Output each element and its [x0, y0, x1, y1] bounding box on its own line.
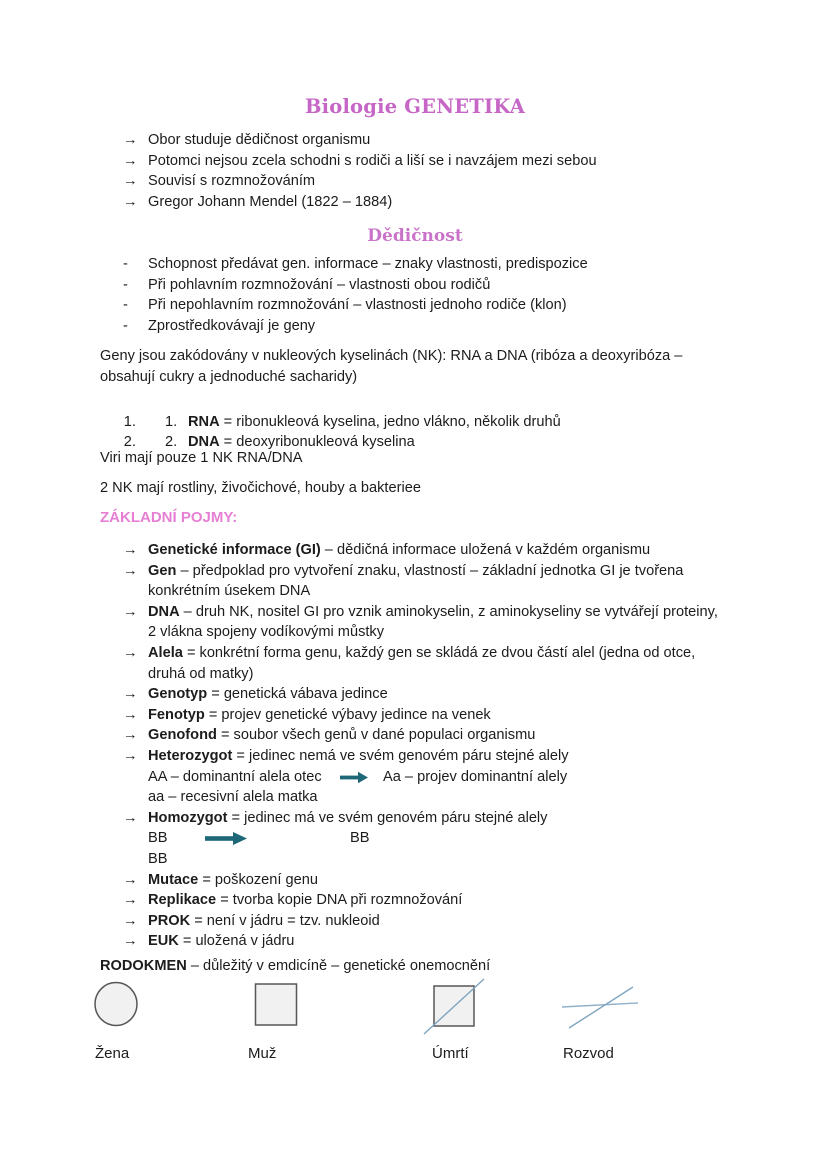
- heterozygot-example-row: [100, 787, 730, 808]
- list-item-text: Zprostředkovávají je geny: [148, 317, 316, 334]
- term-name: Genotyp: [148, 686, 208, 703]
- list-item: [100, 192, 730, 213]
- term-definition: – druh NK, nositel GI pro vznik aminokyselin, z aminokyseliny se vytvářejí proteiny, 2 vlákna spojeny vodíkovými můstky: [148, 603, 718, 641]
- symbol-label: Žena: [95, 1045, 130, 1062]
- term-name: Gen: [148, 562, 177, 579]
- term-item: [100, 890, 730, 911]
- arrow-bullet-icon: →: [123, 706, 138, 723]
- term-name: Genetické informace (GI): [148, 542, 321, 558]
- term-definition: = ribonukleová kyselina, jedno vlákno, několik druhů: [219, 413, 561, 430]
- symbol-label: Úmrtí: [432, 1045, 469, 1062]
- term-definition: = genetická vábava jedince: [207, 686, 388, 703]
- genes-paragraph: Geny jsou zakódovány v nukleových kyselinách (NK): RNA a DNA (ribóza a deoxyribóza – obsahují cukry a jednoduché sacharidy): [100, 348, 683, 385]
- list-item-text: Obor studuje dědičnost organismu: [148, 132, 371, 148]
- term-definition: = tvorba kopie DNA při rozmnožování: [216, 892, 463, 909]
- pedigree-description: – důležitý v emdicíně – genetické onemocnění: [186, 958, 491, 974]
- mother-allele-text: aa – recesivní alela matka: [148, 789, 318, 806]
- term-name: RNA: [188, 413, 220, 430]
- arrow-bullet-icon: →: [123, 686, 138, 703]
- term-item: [100, 725, 730, 746]
- list-item-text: Gregor Johann Mendel (1822 – 1884): [148, 193, 393, 210]
- basic-terms-list: [100, 540, 730, 952]
- term-item: [100, 540, 730, 561]
- term-definition: = uložená v jádru: [178, 933, 295, 950]
- symbol-label: Rozvod: [563, 1045, 614, 1062]
- term-definition: = deoxyribonukleová kyselina: [219, 434, 415, 451]
- term-definition: – předpoklad pro vytvoření znaku, vlastností – základní jednotka GI je tvořena konkrétním úsekem DNA: [148, 562, 684, 600]
- homozygot-example-row: [100, 828, 730, 849]
- term-name: Mutace: [148, 871, 199, 888]
- term-name: Alela: [148, 644, 183, 661]
- slashed-square-icon: [422, 978, 488, 1036]
- arrow-bullet-icon: →: [123, 644, 138, 661]
- list-item: [100, 151, 730, 172]
- term-item: [100, 684, 730, 705]
- arrow-bullet-icon: →: [123, 193, 138, 210]
- term-name: Fenotyp: [148, 706, 205, 723]
- term-definition: = jedinec nemá ve svém genovém páru stejné alely: [232, 747, 569, 764]
- basic-terms-heading: ZÁKLADNÍ POJMY:: [100, 509, 238, 526]
- death-symbol: [422, 978, 488, 1036]
- square-icon: [254, 978, 300, 1028]
- heredity-list: [100, 254, 730, 336]
- circle-icon: [92, 978, 140, 1028]
- term-definition: = soubor všech genů v dané populaci organismu: [216, 727, 536, 744]
- term-name: Replikace: [148, 892, 217, 909]
- list-item-text: Souvisí s rozmnožováním: [148, 173, 316, 190]
- arrow-bullet-icon: →: [123, 562, 138, 579]
- arrow-bullet-icon: →: [123, 809, 138, 826]
- list-item: [140, 412, 770, 433]
- result-allele-text: Aa – projev dominantní alely: [383, 768, 568, 785]
- list-item-text: Při nepohlavním rozmnožování – vlastnosti jednoho rodiče (klon): [148, 297, 567, 314]
- number-marker: 1. 1.: [165, 413, 178, 430]
- term-name: EUK: [148, 933, 179, 950]
- intro-list: [100, 130, 730, 212]
- term-name: Genofond: [148, 727, 217, 744]
- arrow-bullet-icon: →: [123, 912, 138, 929]
- term-definition: – dědičná informace uložená v každém organismu: [320, 542, 651, 558]
- arrow-bullet-icon: →: [123, 871, 138, 888]
- divorce-symbol: [560, 978, 642, 1030]
- list-item: [100, 275, 730, 296]
- pedigree-legend: [95, 978, 760, 1078]
- term-item: [100, 808, 730, 829]
- term-item: [100, 602, 730, 643]
- term-name: DNA: [188, 434, 220, 451]
- term-item: [100, 705, 730, 726]
- list-item: [100, 316, 730, 337]
- arrow-bullet-icon: →: [123, 173, 138, 190]
- term-definition: = poškození genu: [198, 871, 318, 888]
- dash-bullet-icon: -: [123, 256, 128, 272]
- arrow-bullet-icon: →: [123, 892, 138, 909]
- list-item: [100, 130, 730, 151]
- allele-text: BB: [350, 830, 370, 847]
- homozygot-example-row: [100, 849, 730, 870]
- crossed-lines-icon: [560, 978, 642, 1030]
- term-name: PROK: [148, 912, 191, 929]
- list-item-text: Potomci nejsou zcela schodni s rodiči a liší se i navzájem mezi sebou: [148, 152, 597, 169]
- pedigree-term: RODOKMEN: [100, 958, 187, 974]
- number-marker: 2. 2.: [165, 434, 178, 451]
- term-item: [100, 931, 730, 952]
- viruses-note: Viri mají pouze 1 NK RNA/DNA: [100, 450, 303, 466]
- arrow-bullet-icon: →: [123, 747, 138, 764]
- list-item-text: Schopnost předávat gen. informace – znaky vlastnosti, predispozice: [148, 256, 588, 272]
- right-arrow-icon: [340, 771, 368, 784]
- term-item: [100, 561, 730, 602]
- nucleic-acid-list: [100, 412, 770, 453]
- allele-text: BB: [148, 850, 168, 867]
- dash-bullet-icon: -: [123, 297, 128, 314]
- heterozygot-example-row: [100, 767, 730, 788]
- allele-text: BB: [148, 830, 168, 847]
- term-item: [100, 911, 730, 932]
- list-item: [100, 295, 730, 316]
- term-definition: = není v jádru = tzv. nukleoid: [190, 912, 380, 929]
- dash-bullet-icon: -: [123, 276, 128, 293]
- term-definition: = projev genetické výbavy jedince na venek: [204, 706, 491, 723]
- list-item-text: Při pohlavním rozmnožování – vlastnosti obou rodičů: [148, 276, 491, 293]
- term-definition: = jedinec má ve svém genovém páru stejné alely: [227, 809, 548, 826]
- arrow-bullet-icon: →: [123, 603, 138, 620]
- dash-bullet-icon: -: [123, 317, 128, 334]
- arrow-bullet-icon: →: [123, 542, 138, 558]
- arrow-bullet-icon: →: [123, 727, 138, 744]
- term-name: Heterozygot: [148, 747, 233, 764]
- male-symbol: [254, 978, 300, 1028]
- list-item: [100, 254, 730, 275]
- female-symbol: [92, 978, 140, 1028]
- arrow-bullet-icon: →: [123, 152, 138, 169]
- right-arrow-icon: [205, 831, 247, 846]
- arrow-bullet-icon: →: [123, 132, 138, 148]
- section-heading-dedicnost: Dědičnost: [367, 226, 463, 246]
- term-name: Homozygot: [148, 809, 228, 826]
- term-item: [100, 746, 730, 767]
- term-name: DNA: [148, 603, 180, 620]
- arrow-bullet-icon: →: [123, 933, 138, 950]
- term-item: [100, 643, 730, 684]
- page-title: Biologie GENETIKA: [304, 95, 526, 118]
- term-definition: = konkrétní forma genu, každý gen se skládá ze dvou částí alel (jedna od otce, druhá od matky): [148, 644, 696, 682]
- father-allele-text: AA – dominantní alela otec: [148, 768, 322, 785]
- list-item: [100, 171, 730, 192]
- symbol-label: Muž: [248, 1045, 277, 1062]
- term-item: [100, 870, 730, 891]
- pedigree-heading: [100, 956, 730, 977]
- two-nk-note: 2 NK mají rostliny, živočichové, houby a bakteriee: [100, 480, 421, 496]
